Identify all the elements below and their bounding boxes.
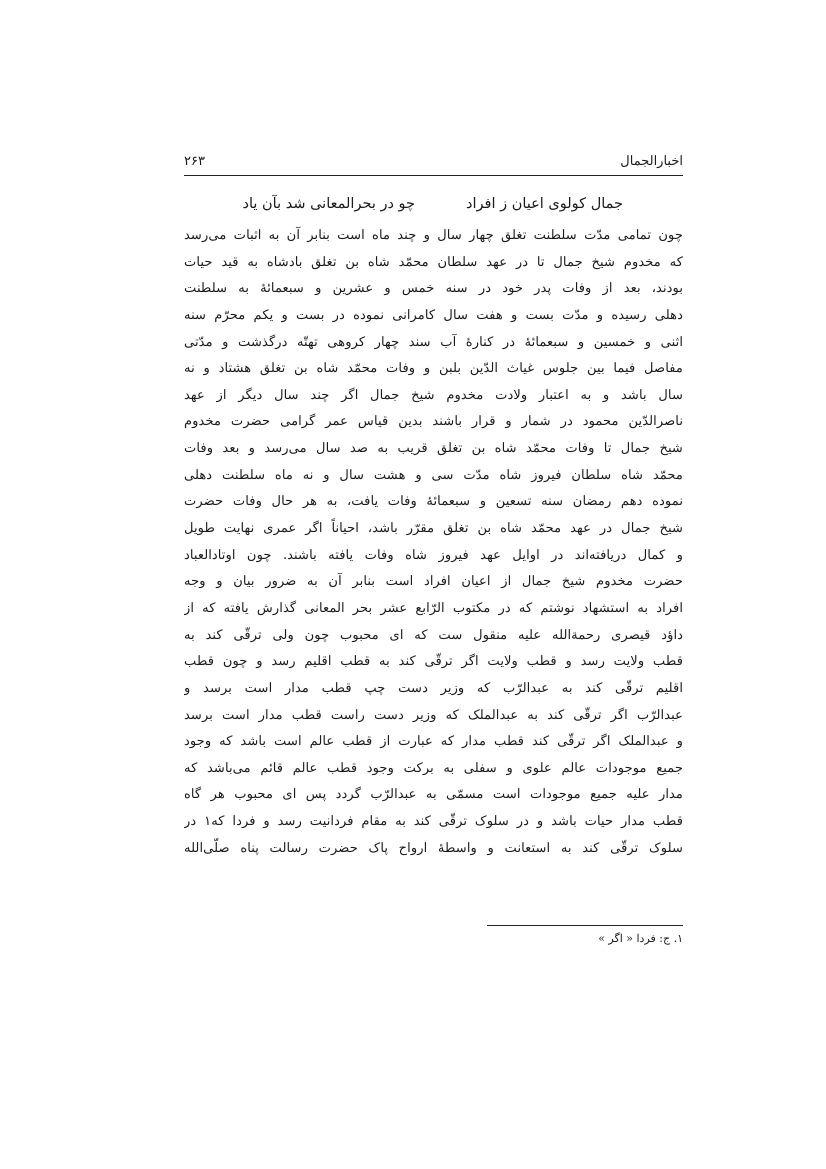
footnote-rule	[487, 925, 683, 926]
running-title: اخبارالجمال	[620, 154, 683, 169]
text-line: که مخدوم شیخ جمال تا در عهد سلطان محمّد شاه بن تغلق بادشاه به قید حیات	[184, 254, 683, 270]
text-line: چون تمامی مدّت سلطنت تغلق چهار سال و چند ماه است بنابر آن به اثبات می‌رسد	[184, 228, 683, 243]
text-line: و عبدالملک اگر ترقّی کند قطب مدار که عبارت از قطب عالم است باشد که وجود	[184, 734, 683, 750]
text-line: اثنی و خمسین و سبعمائهٔ در کنارهٔ آب سند چهار کروهی تهتّه درگذشت و مدّتی	[184, 334, 683, 350]
header-rule	[184, 175, 683, 176]
verse-hemistich-second: چو در بحرالمعانی شد بآن یاد	[242, 196, 415, 212]
verse	[184, 196, 683, 222]
text-line: دهلی رسیده و مدّت بست و هفت سال کامرانی نموده در بست و یکم محرّم سنه	[184, 307, 683, 323]
body-text	[184, 223, 683, 862]
text-line: افراد به استشهاد نوشتم که در مکتوب الرّابع عشر بحر المعانی گذارش یافته که از	[184, 600, 683, 616]
text-line: محمّد شاه سلطان فیروز شاه مدّت سی و هشت سال و نه ماه سلطنت دهلی	[184, 467, 683, 483]
text-line: مفاصل فیما بین جلوس غیاث الدّین بلبن و وفات محمّد شاه بن تغلق هشتاد و نه	[184, 361, 683, 377]
verse-hemistich-first: جمال کولوی اعیان ز افراد	[466, 196, 623, 212]
text-line: قطب مدار حیات باشد و در سلوک ترقّی کند به مقام فردانیت رسد و فردا که۱ در	[184, 814, 683, 830]
text-line: مدار علیه جمیع موجودات است مسمّی به عبدالرّب گردد پس ای محبوب هر گاه	[184, 787, 683, 803]
text-line: شیخ جمال تا وفات محمّد شاه بن تغلق قریب به صد سال می‌رسد و بعد وفات	[184, 441, 683, 457]
text-line: شیخ جمال در عهد محمّد شاه بن تغلق مقرّر باشد، احیاناً اگر عمری نهایت طویل	[184, 521, 683, 537]
text-line: قطب ولایت رسد و قطب ولایت اگر ترقّی کند به قطب اقلیم رسد و چون قطب	[184, 654, 683, 670]
text-line: و کمال دریافته‌اند در اوایل عهد فیروز شاه وفات یافته باشند. چون اوتادالعباد	[184, 547, 683, 563]
text-line: سلوک ترقّی کند به استعانت و واسطهٔ ارواح پاک حضرت رسالت پناه صلّی‌الله	[184, 840, 683, 856]
text-line: عبدالرّب اگر ترقّی کند به عبدالملک که وزیر دست راست قطب مدار است برسد	[184, 707, 683, 723]
page-header	[184, 150, 683, 176]
text-line: ناصرالدّین محمود در شمار و قرار باشند بدین قیاس عمر گرامی حضرت مخدوم	[184, 414, 683, 430]
text-line: داؤد قیصری رحمة‌الله علیه منقول ست که ای محبوب چون ولی ترقّی کند به	[184, 627, 683, 643]
footnote: ۱. ج: فردا « اگر »	[598, 932, 683, 945]
page-number: ۲۶۳	[184, 154, 205, 169]
text-line: نموده دهم رمضان سنه تسعین و سبعمائهٔ وفات یافت، به هر حال وفات حضرت	[184, 494, 683, 510]
text-line: جمیع موجودات عالم علوی و سفلی به برکت وجود قطب عالم قائم می‌باشد که	[184, 760, 683, 776]
text-line: حضرت مخدوم شیخ جمال از اعیان افراد است بنابر آن به ضرور بیان و وجه	[184, 574, 683, 590]
text-line: سال باشد و به اعتبار ولادت مخدوم شیخ جمال اگر چند سال دیگر از عهد	[184, 387, 683, 403]
text-line: بودند، بعد از وفات پدر خود در سنه خمس و عشرین و سبعمائهٔ به سلطنت	[184, 281, 683, 297]
text-line: اقلیم ترقّی کند به عبدالرّب که وزیر دست چپ قطب مدار است برسد و	[184, 680, 683, 696]
